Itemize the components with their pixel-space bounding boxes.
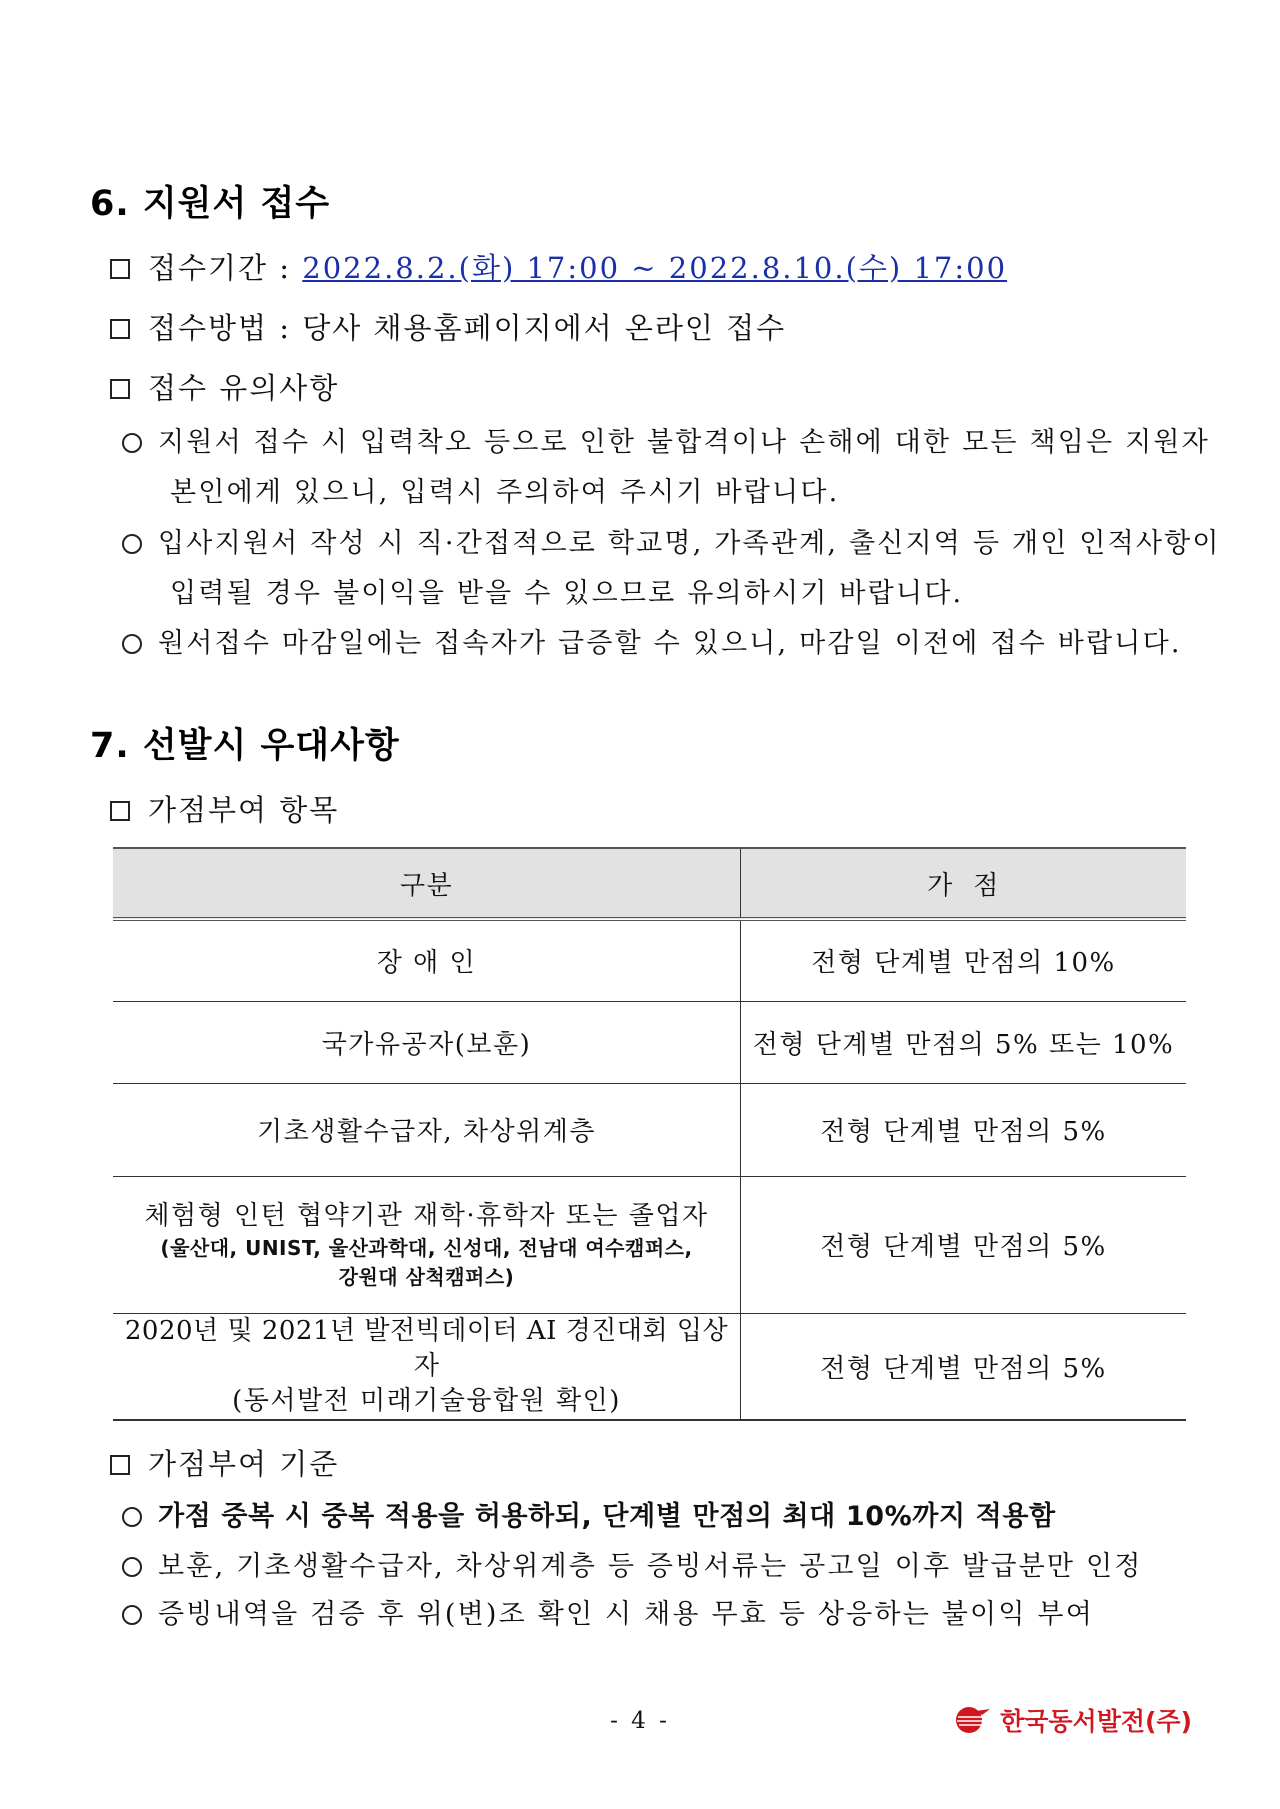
bullet-circle-icon (122, 634, 142, 654)
note-1-line-1: 지원서 접수 시 입력착오 등으로 인한 불합격이나 손해에 대한 모든 책임은 지원자 (122, 420, 1210, 459)
table-header-points: 가 점 (741, 848, 1187, 919)
table-cell-points: 전형 단계별 만점의 5% (741, 1313, 1187, 1420)
table-row (113, 1176, 1186, 1313)
table-cell-points: 전형 단계별 만점의 10% (741, 919, 1187, 1001)
period-label: 접수기간 : (148, 251, 303, 285)
table-cell-category: 장 애 인 (113, 919, 741, 1001)
company-logo (954, 1703, 1192, 1737)
period-line (110, 246, 1007, 287)
table-cell-category: 국가유공자(보훈) (113, 1001, 741, 1083)
note-2-line-2: 입력될 경우 불이익을 받을 수 있으므로 유의하시기 바랍니다. (170, 578, 964, 609)
note-2-line-1: 입사지원서 작성 시 직·간접적으로 학교명, 가족관계, 출신지역 등 개인 인적사항이 (122, 521, 1221, 560)
table-header-category: 구분 (113, 848, 741, 919)
period-link[interactable]: 2022.8.2.(화) 17:00 ~ 2022.8.10.(수) 17:00 (302, 251, 1008, 285)
table-cell-category: 기초생활수급자, 차상위계층 (113, 1083, 741, 1176)
category-note-1: (울산대, UNIST, 울산과학대, 신성대, 전남대 여수캠퍼스, (160, 1235, 693, 1260)
section-6-title: 6. 지원서 접수 (90, 184, 331, 224)
items-title: 가점부여 항목 (148, 793, 340, 827)
checkbox-icon (110, 1455, 130, 1475)
notes-title-line (110, 366, 339, 407)
table-row (113, 1001, 1186, 1083)
logo-text: 한국동서발전(주) (1000, 1707, 1192, 1736)
checkbox-icon (110, 379, 130, 399)
criteria-title: 가점부여 기준 (148, 1447, 340, 1481)
note-1-line-2: 본인에게 있으니, 입력시 주의하여 주시기 바랍니다. (170, 477, 840, 508)
checkbox-icon (110, 801, 130, 821)
criteria-3: 증빙내역을 검증 후 위(변)조 확인 시 채용 무효 등 상응하는 불이익 부여 (122, 1592, 1094, 1631)
category-main-text: 체험형 인턴 협약기관 재학·휴학자 또는 졸업자 (144, 1200, 709, 1231)
criteria-2: 보훈, 기초생활수급자, 차상위계층 등 증빙서류는 공고일 이후 발급분만 인정 (122, 1544, 1143, 1583)
page-number: - 4 - (610, 1708, 670, 1734)
method-line (110, 306, 786, 347)
table-row (113, 919, 1186, 1001)
table-header-row (113, 848, 1186, 919)
checkbox-icon (110, 319, 130, 339)
bullet-circle-icon (122, 534, 142, 554)
note-3-line-1: 원서접수 마감일에는 접속자가 급증할 수 있으니, 마감일 이전에 접수 바랍니다. (122, 621, 1182, 660)
bullet-circle-icon (122, 1507, 142, 1527)
section-7-title: 7. 선발시 우대사항 (90, 726, 400, 766)
category-note-2: 강원대 삼척캠퍼스) (338, 1264, 515, 1289)
category-line-2: (동서발전 미래기술융합원 확인) (232, 1385, 621, 1416)
checkbox-icon (110, 259, 130, 279)
table-cell-points: 전형 단계별 만점의 5% (741, 1083, 1187, 1176)
criteria-title-line (110, 1442, 339, 1483)
table-cell-points: 전형 단계별 만점의 5% 또는 10% (741, 1001, 1187, 1083)
criteria-1: 가점 중복 시 중복 적용을 허용하되, 단계별 만점의 최대 10%까지 적용함 (122, 1494, 1056, 1533)
table-row (113, 1313, 1186, 1420)
category-line-1: 2020년 및 2021년 발전빅데이터 AI 경진대회 입상자 (124, 1315, 729, 1381)
method-text: 접수방법 : 당사 채용홈페이지에서 온라인 접수 (148, 311, 787, 345)
bullet-circle-icon (122, 1605, 142, 1625)
table-cell-category (113, 1176, 741, 1313)
items-title-line (110, 788, 339, 829)
bonus-points-table (113, 847, 1186, 1421)
table-cell-category (113, 1313, 741, 1420)
bullet-circle-icon (122, 1557, 142, 1577)
table-cell-points: 전형 단계별 만점의 5% (741, 1176, 1187, 1313)
ewp-logo-icon (954, 1705, 994, 1735)
notes-title: 접수 유의사항 (148, 371, 340, 405)
table-row (113, 1083, 1186, 1176)
bullet-circle-icon (122, 433, 142, 453)
